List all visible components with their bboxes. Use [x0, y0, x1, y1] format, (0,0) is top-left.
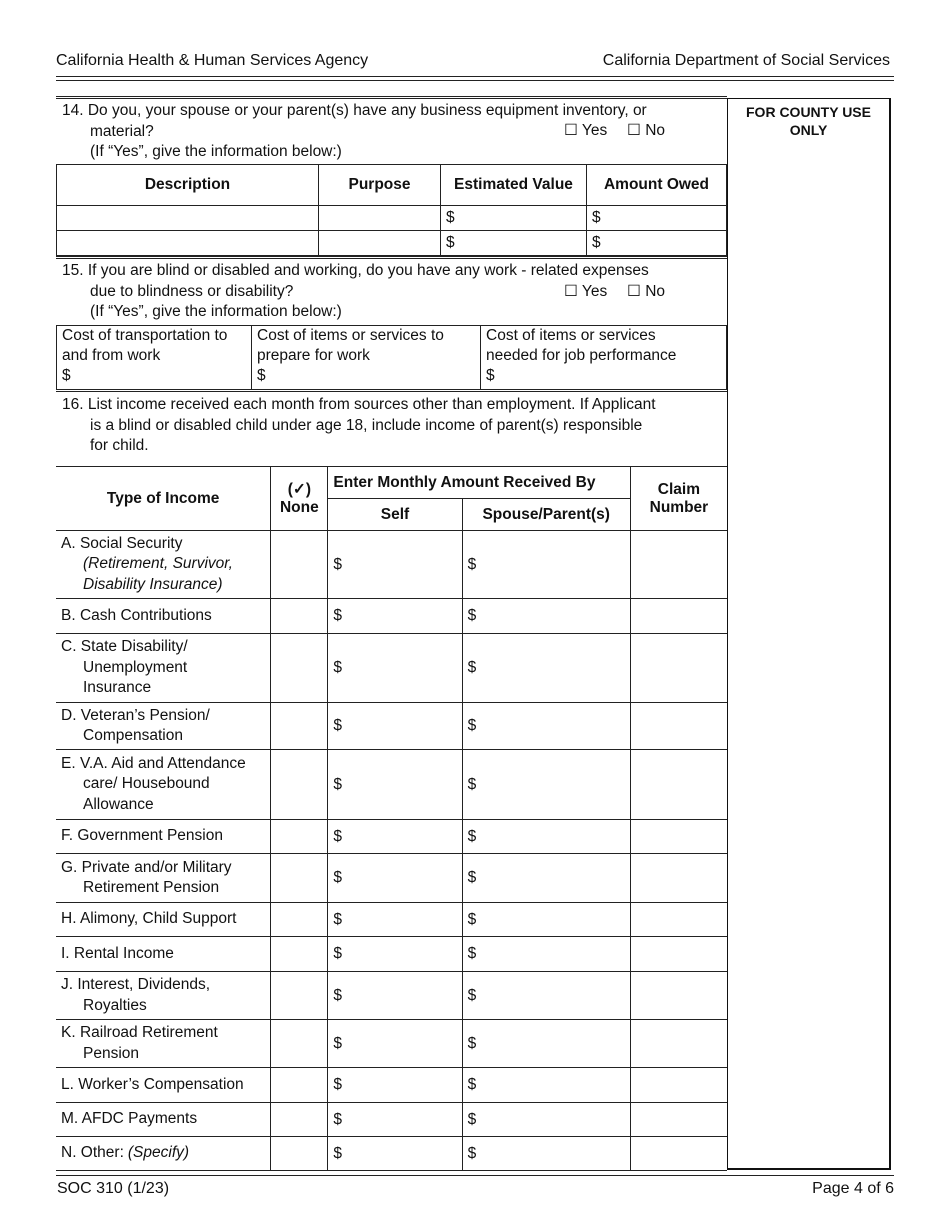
claim-number-cell[interactable]: [630, 1020, 727, 1068]
spouse-amount-cell[interactable]: $: [462, 531, 630, 599]
claim-number-cell[interactable]: [630, 972, 727, 1020]
income-type-label: I. Rental Income: [61, 944, 174, 962]
self-amount-cell[interactable]: $: [328, 1103, 462, 1137]
income-type-cell: [56, 903, 271, 937]
income-table: [56, 466, 727, 1171]
claim-number-cell[interactable]: [630, 703, 727, 750]
spouse-amount-cell[interactable]: $: [462, 854, 630, 903]
prepare-cost-cell[interactable]: [252, 326, 481, 390]
income-type-cell: [56, 703, 271, 750]
table-row: [56, 1103, 727, 1137]
income-type-label: Unemployment: [83, 658, 188, 676]
income-type-cell: [56, 1103, 271, 1137]
q14-line3: (If “Yes”, give the information below:): [90, 143, 342, 160]
none-checkbox-cell[interactable]: [271, 854, 328, 903]
q15-yes-checkbox[interactable]: ☐ Yes: [564, 283, 608, 300]
income-type-label: B. Cash Contributions: [61, 606, 212, 624]
none-checkbox-cell[interactable]: [271, 1020, 328, 1068]
spouse-amount-cell[interactable]: $: [462, 1103, 630, 1137]
spouse-amount-cell[interactable]: $: [462, 634, 630, 703]
col-none: [271, 467, 328, 531]
value-cell[interactable]: $: [441, 231, 587, 256]
claim-number-cell[interactable]: [630, 854, 727, 903]
spouse-amount-cell[interactable]: $: [462, 750, 630, 820]
q16-line2: is a blind or disabled child under age 18, include income of parent(s) responsible: [90, 416, 643, 434]
self-amount-cell[interactable]: $: [328, 599, 462, 634]
claim-number-cell[interactable]: [630, 820, 727, 854]
job-label-2: needed for job performance: [486, 347, 677, 364]
income-type-cell: [56, 854, 271, 903]
spouse-amount-cell[interactable]: $: [462, 1137, 630, 1171]
col-none-label: None: [279, 499, 319, 516]
table-row: [56, 599, 727, 634]
col-purpose: Purpose: [319, 165, 441, 206]
none-checkbox-cell[interactable]: [271, 634, 328, 703]
table-row: [57, 231, 727, 256]
col-claim-label-2: Number: [649, 498, 709, 516]
agency-header: California Health & Human Services Agency: [56, 52, 369, 69]
income-type-label: H. Alimony, Child Support: [61, 910, 237, 928]
q15-line2: due to blindness or disability?: [90, 282, 294, 300]
table-row: [56, 1137, 727, 1171]
self-amount-cell[interactable]: $: [328, 750, 462, 820]
claim-number-cell[interactable]: [630, 750, 727, 820]
income-type-label: Insurance: [83, 679, 152, 697]
col-type-of-income: Type of Income: [56, 467, 271, 531]
prepare-label-2: prepare for work: [257, 347, 370, 364]
spouse-amount-cell[interactable]: $: [462, 937, 630, 972]
income-type-label: Disability Insurance): [83, 575, 223, 593]
income-type-label: (Retirement, Survivor,: [83, 555, 233, 573]
county-use-box: [727, 98, 891, 1170]
q16-text: [56, 395, 727, 457]
none-checkbox-cell[interactable]: [271, 937, 328, 972]
self-amount-cell[interactable]: $: [328, 703, 462, 750]
owed-cell[interactable]: $: [587, 231, 727, 256]
income-type-label: Pension: [83, 1044, 140, 1062]
col-claim-number: [630, 467, 727, 531]
income-type-cell: [56, 531, 271, 599]
table-row: [56, 854, 727, 903]
purpose-cell[interactable]: [319, 206, 441, 231]
none-checkbox-cell[interactable]: [271, 750, 328, 820]
self-amount-cell[interactable]: $: [328, 820, 462, 854]
income-type-cell: [56, 634, 271, 703]
income-type-cell: [56, 599, 271, 634]
q15-no-checkbox[interactable]: ☐ No: [627, 283, 666, 300]
footer-rule: [56, 1175, 894, 1176]
job-dollar: $: [486, 367, 495, 384]
purpose-cell[interactable]: [319, 231, 441, 256]
income-type-label: D. Veteran’s Pension/: [61, 706, 210, 724]
spouse-amount-cell[interactable]: $: [462, 820, 630, 854]
table-row: [56, 1020, 727, 1068]
table-row: [56, 750, 727, 820]
spouse-amount-cell[interactable]: $: [462, 1068, 630, 1103]
income-type-cell: [56, 1020, 271, 1068]
none-checkbox-cell[interactable]: [271, 1137, 328, 1171]
income-type-label: Retirement Pension: [83, 879, 220, 896]
col-description: Description: [57, 165, 319, 206]
income-type-label: J. Interest, Dividends,: [61, 976, 211, 993]
income-type-cell: [56, 820, 271, 854]
income-type-label: care/ Housebound: [83, 775, 210, 793]
table-row: [56, 703, 727, 750]
self-amount-cell[interactable]: $: [328, 531, 462, 599]
none-checkbox-cell[interactable]: [271, 903, 328, 937]
none-checkbox-cell[interactable]: [271, 1103, 328, 1137]
top-rule: [56, 96, 727, 99]
income-type-cell: [56, 750, 271, 820]
q14-line2: material?: [90, 122, 154, 140]
prepare-label-1: Cost of items or services to: [257, 327, 444, 344]
transport-cost-cell[interactable]: [57, 326, 252, 390]
income-type-label: L. Worker’s Compensation: [61, 1075, 244, 1093]
header-rule-2: [56, 80, 894, 81]
q15-line1: 15. If you are blind or disabled and working, do you have any work - related expenses: [62, 262, 649, 279]
income-type-label: (Specify): [127, 1144, 190, 1162]
income-type-label: N. Other:: [61, 1144, 124, 1162]
spouse-amount-cell[interactable]: $: [462, 903, 630, 937]
col-estimated-value: Estimated Value: [441, 165, 587, 206]
income-type-cell: [56, 1068, 271, 1103]
table-row: [56, 937, 727, 972]
spouse-amount-cell[interactable]: $: [462, 703, 630, 750]
description-cell[interactable]: [57, 231, 319, 256]
q14-table: [56, 164, 727, 256]
q15-rule: [56, 256, 727, 259]
value-cell[interactable]: $: [441, 206, 587, 231]
table-row: [56, 903, 727, 937]
table-row: [56, 820, 727, 854]
q14-no-checkbox[interactable]: ☐ No: [627, 122, 666, 139]
description-cell[interactable]: [57, 206, 319, 231]
page-number: Page 4 of 6: [812, 1180, 894, 1197]
prepare-dollar: $: [257, 367, 266, 384]
none-checkbox-cell[interactable]: [271, 972, 328, 1020]
none-checkbox-cell[interactable]: [271, 820, 328, 854]
col-amount-owed: Amount Owed: [587, 165, 727, 206]
none-checkbox-cell[interactable]: [271, 703, 328, 750]
self-amount-cell[interactable]: $: [328, 854, 462, 903]
none-checkbox-cell[interactable]: [271, 1068, 328, 1103]
col-none-check: (✓): [287, 481, 311, 498]
spouse-amount-cell[interactable]: $: [462, 972, 630, 1020]
transport-dollar: $: [62, 367, 71, 384]
table-row: [56, 972, 727, 1020]
col-self: Self: [328, 499, 462, 531]
table-row: [56, 531, 727, 599]
self-amount-cell[interactable]: $: [328, 1068, 462, 1103]
claim-number-cell[interactable]: [630, 531, 727, 599]
self-amount-cell[interactable]: $: [328, 972, 462, 1020]
income-type-label: G. Private and/or Military: [61, 858, 232, 876]
income-type-cell: [56, 972, 271, 1020]
claim-number-cell[interactable]: [630, 937, 727, 972]
county-use-label: FOR COUNTY USE ONLY: [746, 104, 871, 138]
header-rule: [56, 76, 894, 77]
income-type-label: Royalties: [83, 996, 147, 1014]
q15-line3: (If “Yes”, give the information below:): [90, 303, 342, 320]
income-type-label: F. Government Pension: [61, 827, 223, 845]
claim-number-cell[interactable]: [630, 903, 727, 937]
income-type-label: M. AFDC Payments: [61, 1110, 198, 1128]
spouse-amount-cell[interactable]: $: [462, 599, 630, 634]
col-claim-label-1: Claim: [657, 480, 701, 498]
claim-number-cell[interactable]: [630, 1068, 727, 1103]
form-main: [56, 98, 727, 1173]
job-label-1: Cost of items or services: [486, 327, 656, 344]
self-amount-cell[interactable]: $: [328, 937, 462, 972]
owed-cell[interactable]: $: [587, 206, 727, 231]
self-amount-cell[interactable]: $: [328, 634, 462, 703]
income-type-label: C. State Disability/: [61, 638, 188, 656]
table-row: [56, 634, 727, 703]
income-type-label: Compensation: [83, 727, 183, 744]
table-row: [57, 206, 727, 231]
transport-label-2: and from work: [62, 347, 161, 364]
claim-number-cell[interactable]: [630, 634, 727, 703]
income-type-label: A. Social Security: [61, 534, 183, 552]
claim-number-cell[interactable]: [630, 1103, 727, 1137]
claim-number-cell[interactable]: [630, 599, 727, 634]
self-amount-cell[interactable]: $: [328, 1020, 462, 1068]
self-amount-cell[interactable]: $: [328, 903, 462, 937]
q15-table: [56, 325, 727, 390]
form-page: [56, 98, 894, 1173]
q14-line1: 14. Do you, your spouse or your parent(s) have any business equipment inventory, or: [62, 102, 647, 119]
col-spouse-parent: Spouse/Parent(s): [462, 499, 630, 531]
income-type-label: Allowance: [83, 795, 154, 813]
self-amount-cell[interactable]: $: [328, 1137, 462, 1171]
q16-line3: for child.: [90, 437, 149, 454]
col-enter-amount: Enter Monthly Amount Received By: [328, 467, 630, 499]
q16-line1: 16. List income received each month from sources other than employment. If Applicant: [62, 396, 656, 413]
income-type-label: K. Railroad Retirement: [61, 1024, 218, 1041]
q16-rule: [56, 389, 727, 392]
none-checkbox-cell[interactable]: [271, 599, 328, 634]
table-row: [56, 1068, 727, 1103]
claim-number-cell[interactable]: [630, 1137, 727, 1171]
income-type-cell: [56, 1137, 271, 1171]
job-cost-cell[interactable]: [481, 326, 727, 390]
spouse-amount-cell[interactable]: $: [462, 1020, 630, 1068]
income-type-label: E. V.A. Aid and Attendance: [61, 754, 246, 772]
income-type-cell: [56, 937, 271, 972]
transport-label-1: Cost of transportation to: [62, 327, 228, 344]
q14-yes-checkbox[interactable]: ☐ Yes: [564, 122, 608, 139]
department-header: California Department of Social Services: [602, 52, 890, 69]
none-checkbox-cell[interactable]: [271, 531, 328, 599]
form-number: SOC 310 (1/23): [57, 1180, 170, 1197]
